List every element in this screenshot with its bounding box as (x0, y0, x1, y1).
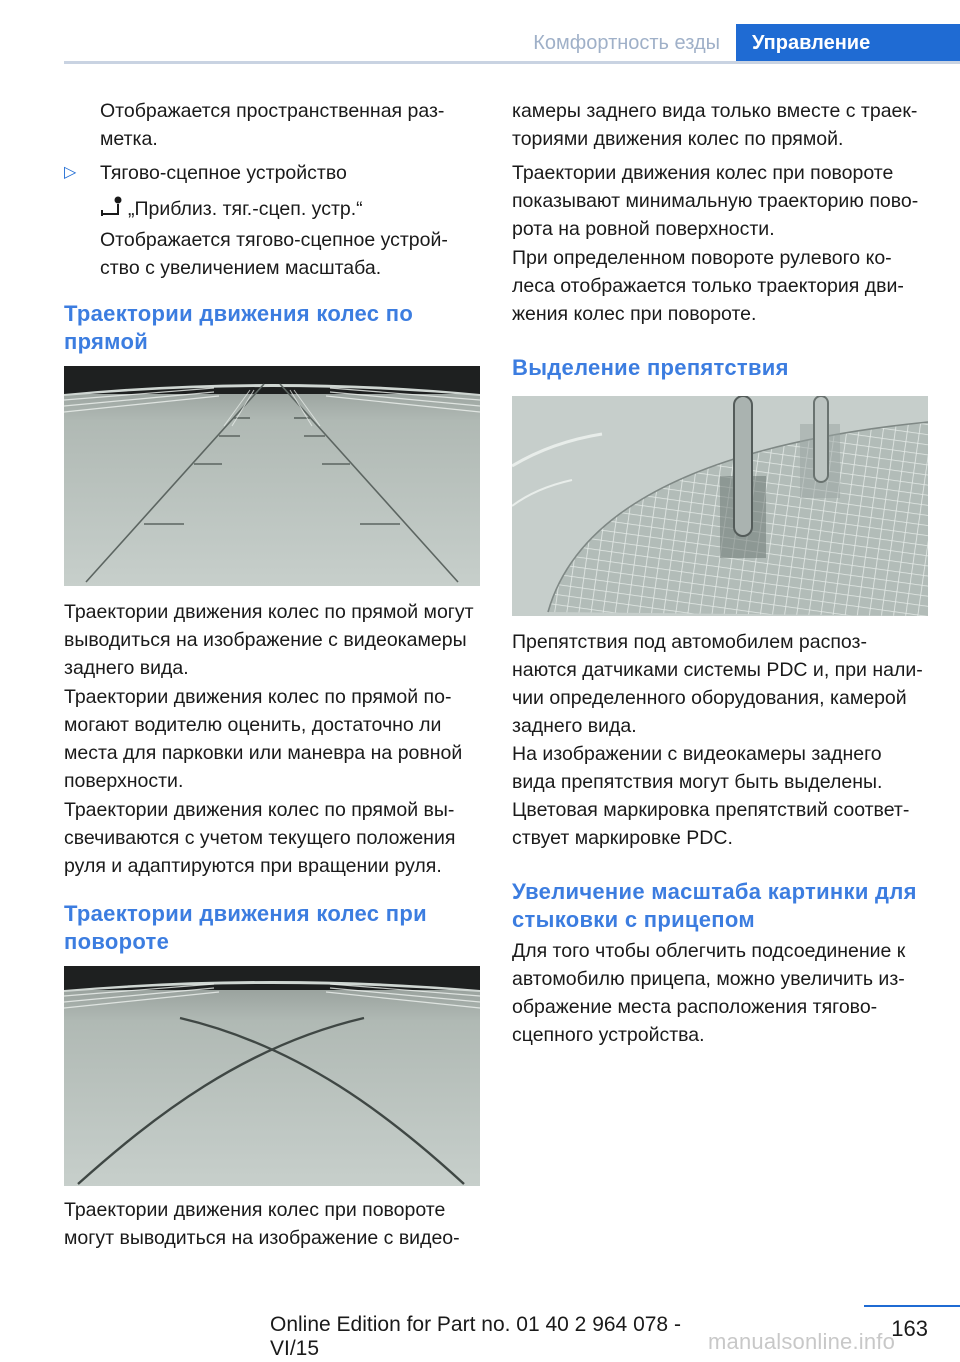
paragraph-trailer-zoom: Для того чтобы облегчить подсоединение к автомобилю прицепа, можно увеличить из- ображение места расположения тягово- сцепного устройства. (512, 940, 906, 1046)
paragraph-obstacle-color: Цветовая маркировка препятствий соответ- ствует маркировке PDC. (512, 799, 910, 849)
watermark: manualsonline.info (708, 1329, 896, 1354)
figure-turn-trajectories (64, 966, 480, 1186)
tab-comfort[interactable]: Комфортность езды (533, 32, 720, 54)
menu-item-label: „Приблиз. тяг.-сцеп. устр.“ (128, 198, 363, 221)
paragraph-turn-camera: камеры заднего вида только вместе с траек- ториями движения колес по прямой. (512, 100, 918, 150)
header-rule (64, 61, 960, 64)
heading-obstacle: Выделение препятствия (512, 355, 789, 380)
paragraph-straight-help: Траектории движения колес по прямой по- могают водителю оценить, достаточно ли места для парковки или маневра на ровной поверхности. (64, 686, 463, 792)
footer-edition: Online Edition for Part no. 01 40 2 964 078 - VI/15 (270, 1313, 681, 1360)
menu-item-tow-hitch[interactable] (100, 194, 480, 226)
bullet-tow-hitch (100, 159, 480, 187)
footer-rule (864, 1305, 960, 1307)
page-number: 163 (891, 1316, 928, 1341)
paragraph-obstacle-detect: Препятствия под автомобилем распоз- наются датчиками системы PDC и, при нали- чии определенного оборудования, камерой заднего вида. (512, 631, 923, 737)
paragraph-turn-display: Траектории движения колес при повороте могут выводиться на изображение с видео- (64, 1199, 460, 1249)
figure-obstacle-marking (512, 396, 928, 616)
figure-straight-trajectories (64, 366, 480, 586)
tab-control[interactable]: Управление (736, 24, 960, 64)
heading-turn-trajectories: Траектории движения колес при повороте (64, 901, 427, 954)
paragraph-turn-only: При определенном повороте рулевого ко- леса отображается только траектория дви- жения колес при повороте. (512, 247, 904, 325)
paragraph-straight-steering: Траектории движения колес по прямой вы- свечиваются с учетом текущего положения руля и адаптируются при вращении руля. (64, 799, 456, 877)
paragraph-spatial-marking: Отображается пространственная раз- метка. (100, 100, 445, 150)
paragraph-straight-display: Траектории движения колес по прямой могут выводиться на изображение с видеокамеры заднего вида. (64, 601, 474, 679)
paragraph-hitch-zoom: Отображается тягово-сцепное устрой- ство с увеличением масштаба. (100, 229, 448, 279)
paragraph-obstacle-highlight: На изображении с видеокамеры заднего вида препятствия могут быть выделены. (512, 743, 883, 793)
bullet-title: Тягово-сцепное устройство (100, 162, 347, 184)
heading-straight-trajectories: Траектории движения колес по прямой (64, 301, 414, 354)
paragraph-turn-min: Траектории движения колес при повороте показывают минимальную траекторию пово- рота на ровной поверхности. (512, 162, 919, 240)
heading-trailer-zoom: Увеличение масштаба картинки для стыковки с прицепом (512, 879, 917, 932)
tow-hitch-icon (100, 194, 122, 226)
triangle-right-icon: ▷ (64, 164, 77, 181)
